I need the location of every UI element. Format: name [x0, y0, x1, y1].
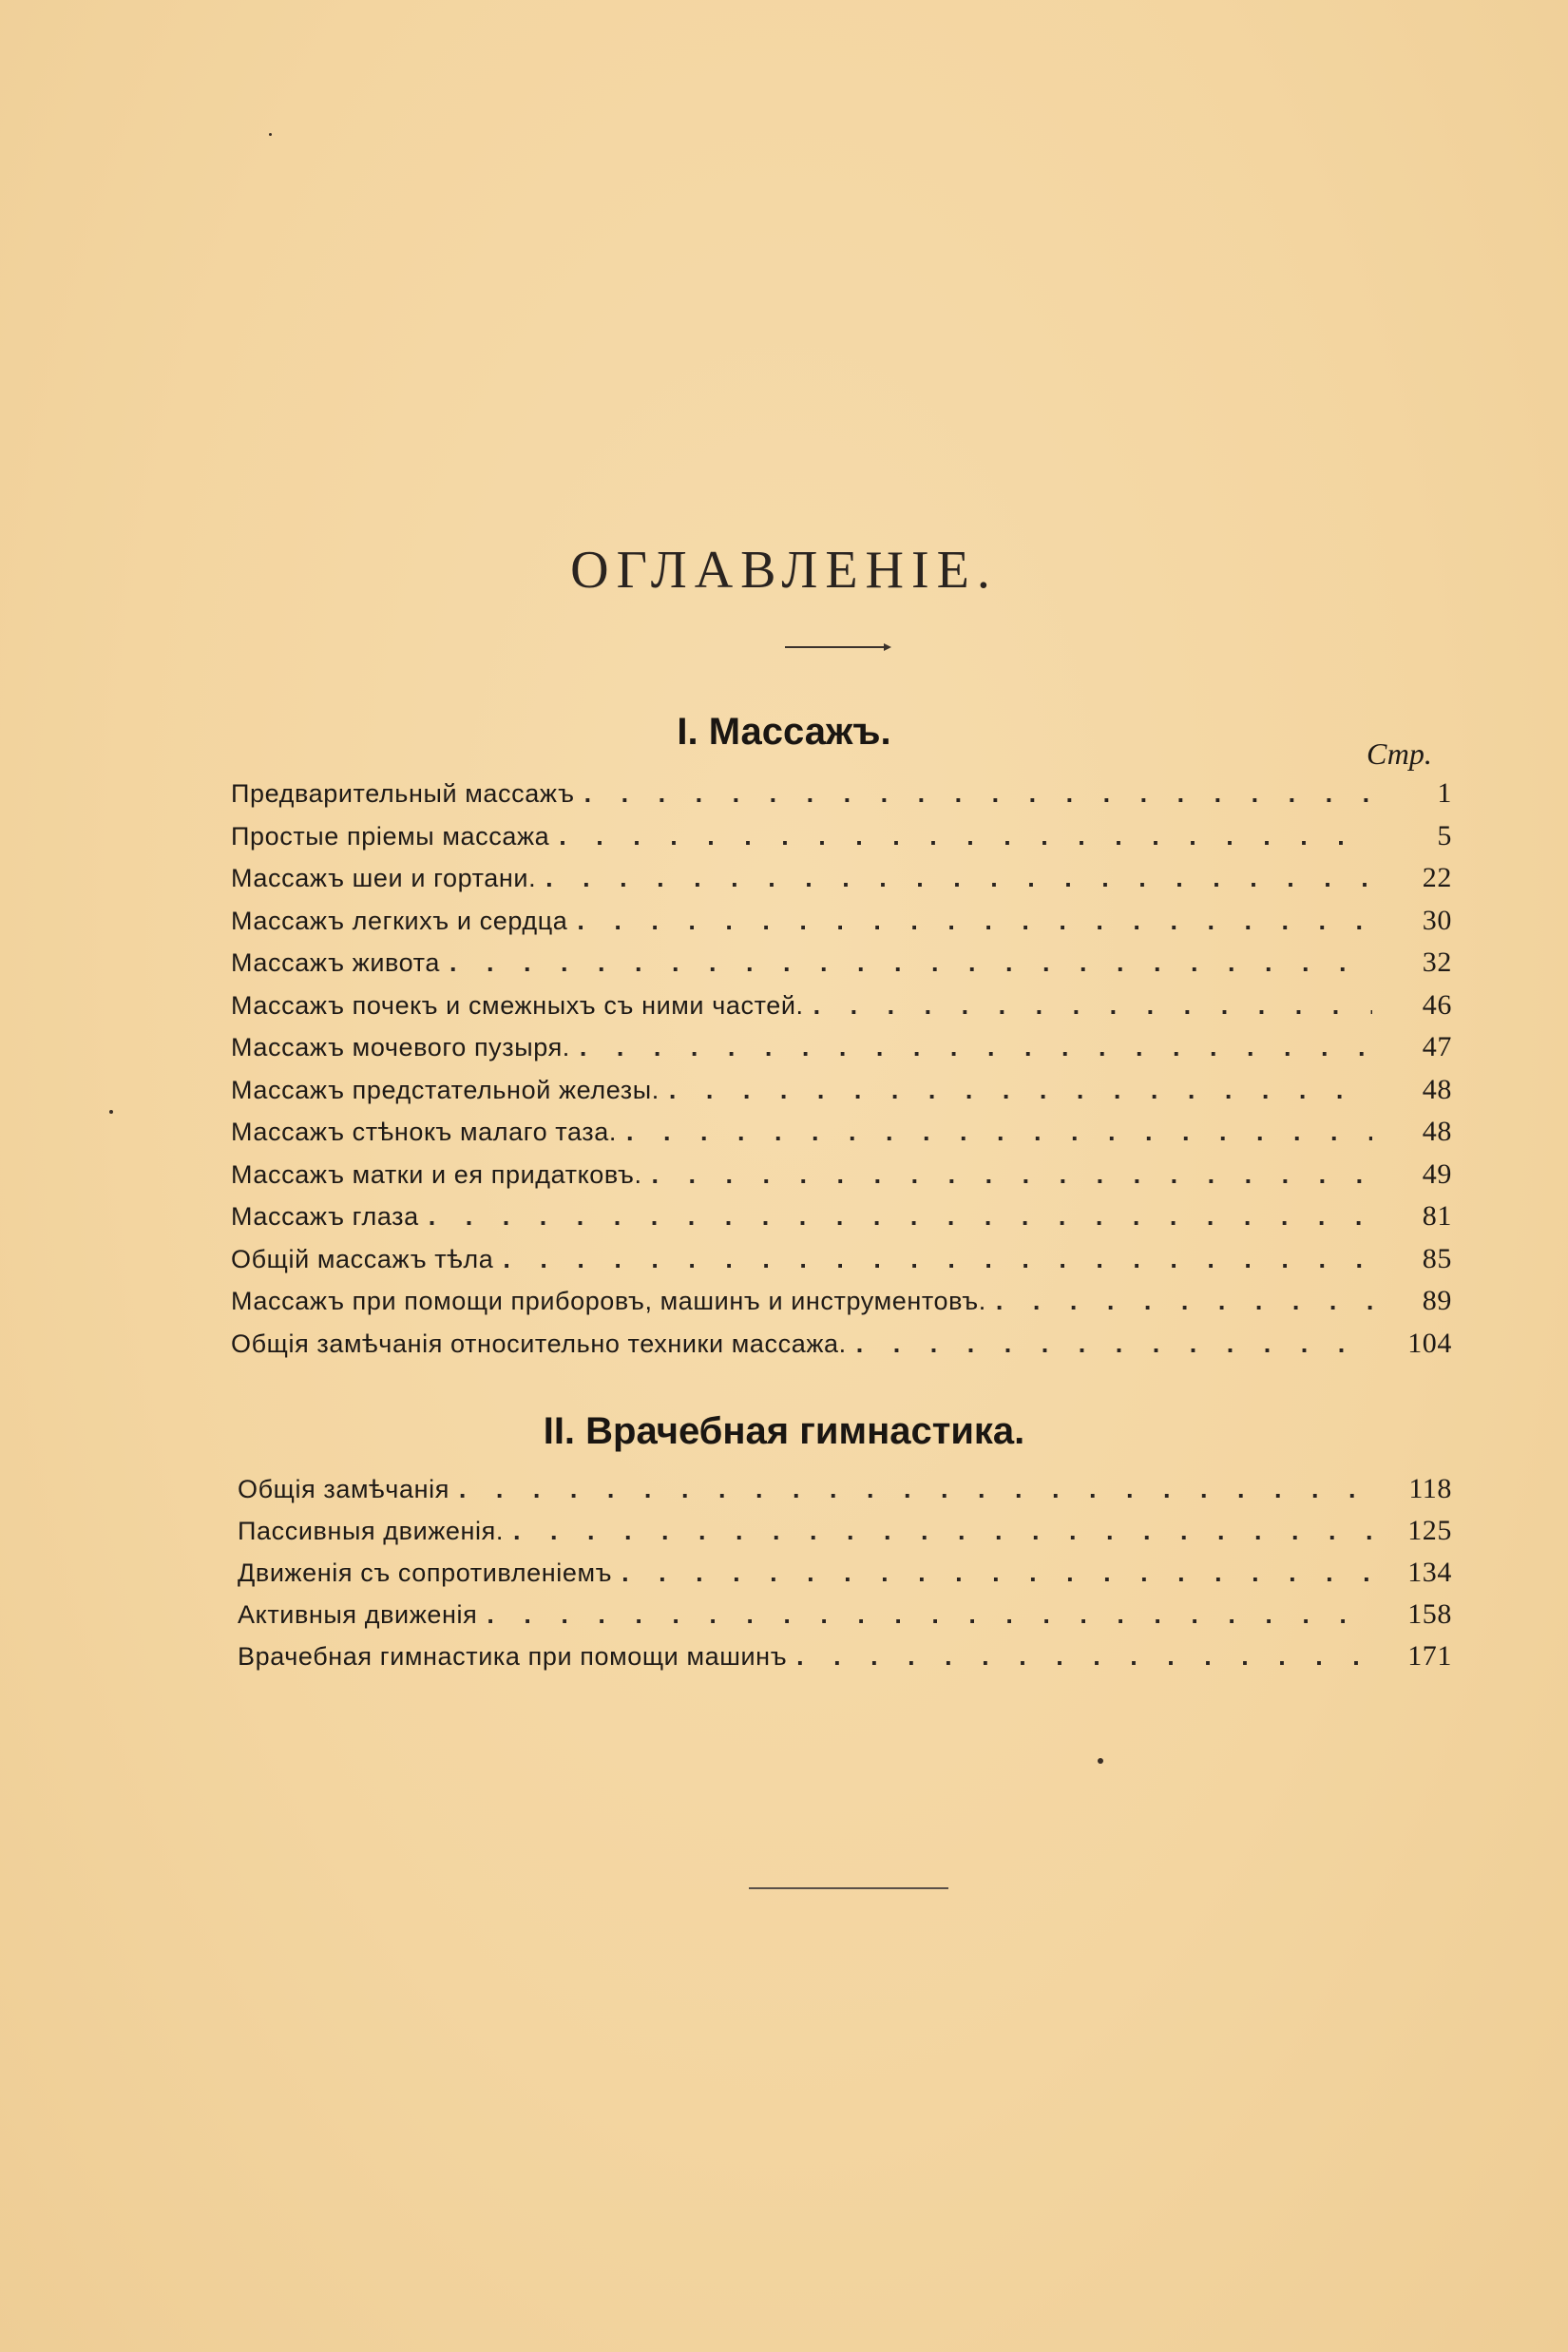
toc-entry-label: Общія замѣчанія [238, 1475, 449, 1503]
dot-leader [626, 1118, 1372, 1147]
toc-entry-label: Простые пріемы массажа [231, 821, 550, 851]
toc-entry [231, 777, 1452, 820]
dot-leader [459, 1475, 1372, 1504]
toc-entry [238, 1473, 1452, 1515]
toc-entry-label: Массажъ шеи и гортани. [231, 864, 537, 892]
toc-entry-label: Общія замѣчанія относительно техники массажа. [231, 1329, 847, 1358]
toc-entry-label: Предварительный массажъ [231, 779, 575, 808]
toc-entry [238, 1515, 1452, 1557]
toc-entry-label: Массажъ матки и ея придатковъ. [231, 1159, 642, 1189]
toc-entry-label: Активныя движенія [238, 1600, 478, 1629]
toc-list-massage [231, 777, 1452, 1369]
section-heading-massage: I. Массажъ. [677, 711, 891, 753]
dot-leader [545, 864, 1372, 893]
paper-speck [269, 133, 272, 136]
dot-leader [813, 991, 1372, 1021]
dot-leader [796, 1642, 1372, 1672]
dot-leader [503, 1245, 1372, 1274]
dot-leader [577, 907, 1372, 936]
toc-entry-label: Движенія съ сопротивленіемъ [238, 1558, 613, 1587]
toc-entry-label: Массажъ мочевого пузыря. [231, 1033, 570, 1061]
toc-entry-page: 125 [1407, 1515, 1452, 1546]
toc-entry-page: 5 [1437, 819, 1452, 851]
toc-entry-label: Массажъ почекъ и смежныхъ съ ними частей. [231, 990, 804, 1020]
toc-list-gymnastics [238, 1473, 1452, 1682]
toc-entry [238, 1557, 1452, 1598]
toc-entry-page: 48 [1422, 1116, 1452, 1147]
toc-entry [231, 947, 1452, 989]
toc-entry-page: 49 [1422, 1157, 1452, 1190]
toc-entry [231, 1243, 1452, 1286]
toc-entry-page: 48 [1422, 1073, 1452, 1105]
dot-leader [487, 1600, 1372, 1630]
toc-entry [231, 1074, 1452, 1117]
toc-entry-page: 1 [1437, 777, 1452, 809]
toc-entry-page: 171 [1407, 1640, 1452, 1672]
dot-leader [621, 1558, 1372, 1588]
toc-entry [231, 1158, 1452, 1201]
title-ornament-rule [785, 646, 886, 652]
toc-entry-page: 47 [1422, 1031, 1452, 1062]
toc-entry-label: Пассивныя движенія. [238, 1517, 504, 1545]
page-title: ОГЛАВЛЕНІЕ. [570, 541, 998, 600]
toc-entry [231, 820, 1452, 863]
toc-entry-label: Массажъ предстательной железы. [231, 1075, 660, 1104]
toc-entry [231, 1116, 1452, 1158]
toc-entry-label: Врачебная гимнастика при помощи машинъ [238, 1642, 788, 1671]
dot-leader [429, 1202, 1372, 1232]
page-column-label: Стр. [1367, 736, 1432, 771]
toc-entry-page: 22 [1422, 862, 1452, 893]
dot-leader [652, 1160, 1372, 1190]
toc-entry [231, 862, 1452, 905]
toc-entry-page: 158 [1407, 1598, 1452, 1630]
toc-entry [231, 1031, 1452, 1074]
dot-leader [449, 948, 1372, 978]
dot-leader [996, 1287, 1372, 1316]
toc-entry-page: 89 [1422, 1285, 1452, 1316]
toc-entry-page: 32 [1422, 947, 1452, 978]
paper-speck [109, 1110, 113, 1114]
toc-entry-label: Массажъ стѣнокъ малаго таза. [231, 1118, 617, 1146]
toc-entry-page: 104 [1407, 1327, 1452, 1359]
toc-entry [231, 1328, 1452, 1370]
dot-leader [580, 1033, 1372, 1062]
toc-entry [231, 989, 1452, 1032]
section-heading-gymnastics: II. Врачебная гимнастика. [543, 1410, 1025, 1452]
dot-leader [669, 1076, 1372, 1105]
toc-entry-label: Массажъ глаза [231, 1202, 419, 1231]
toc-entry-page: 81 [1422, 1200, 1452, 1232]
toc-entry [238, 1640, 1452, 1682]
toc-entry [231, 1285, 1452, 1328]
toc-entry-label: Массажъ при помощи приборовъ, машинъ и инструментовъ. [231, 1287, 986, 1315]
dot-leader [513, 1517, 1372, 1546]
toc-entry-page: 46 [1422, 988, 1452, 1021]
toc-entry-page: 85 [1422, 1242, 1452, 1274]
closing-rule [749, 1887, 948, 1889]
paper-speck [1098, 1758, 1103, 1764]
toc-entry-page: 118 [1408, 1473, 1452, 1504]
toc-entry-label: Общій массажъ тѣла [231, 1244, 494, 1273]
dot-leader [584, 779, 1372, 809]
toc-entry [231, 905, 1452, 947]
dot-leader [559, 822, 1372, 851]
toc-entry-page: 134 [1407, 1557, 1452, 1588]
toc-entry [231, 1200, 1452, 1243]
toc-entry [238, 1598, 1452, 1640]
toc-entry-page: 30 [1422, 904, 1452, 936]
dot-leader [856, 1329, 1372, 1359]
toc-entry-label: Массажъ легкихъ и сердца [231, 906, 568, 935]
toc-entry-label: Массажъ живота [231, 948, 440, 977]
